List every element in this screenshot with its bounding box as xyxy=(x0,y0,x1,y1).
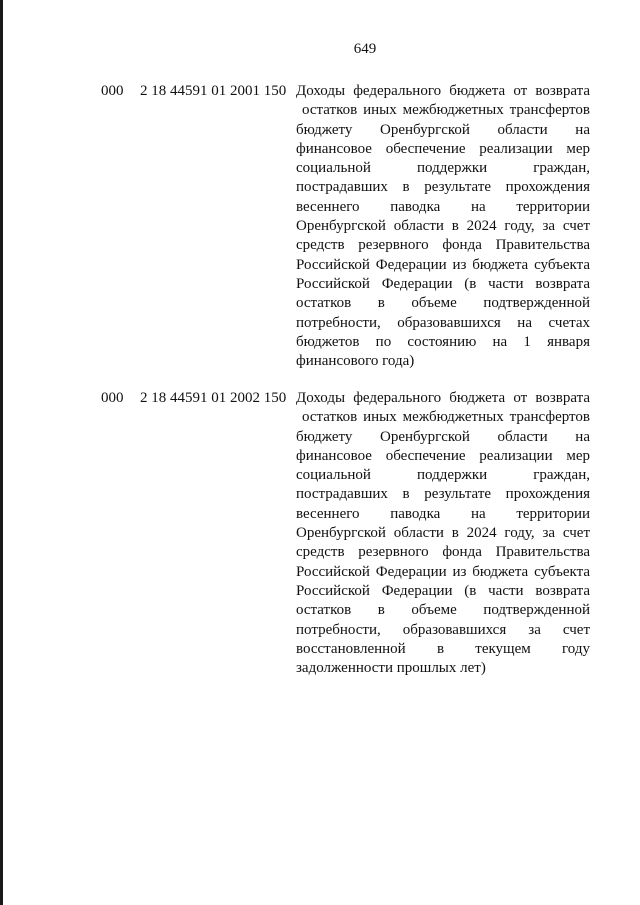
description-line: восстановленной в текущем году xyxy=(296,640,590,657)
description-line: Доходы федерального бюджета от возврата xyxy=(296,83,590,99)
income-code-cell: 2 18 44591 01 2002 150 xyxy=(140,390,287,406)
description-line: остатков в объеме подтвержденной xyxy=(296,602,590,619)
description-line: Российской Федерации из бюджета субъекта xyxy=(296,563,590,580)
scan-left-border xyxy=(0,0,3,905)
description-line: потребности, образовавшихся за счет xyxy=(296,621,590,638)
description-line: социальной поддержки граждан, xyxy=(296,160,590,177)
admin-code-cell: 000 xyxy=(101,83,124,99)
description-line: финансовое обеспечение реализации мер xyxy=(296,447,590,464)
description-line: остатков иных межбюджетных трансфертов xyxy=(302,102,590,119)
description-line: бюджету Оренбургской области на xyxy=(296,428,590,445)
description-line: финансовое обеспечение реализации мер xyxy=(296,140,590,157)
description-line: бюджетов по состоянию на 1 января xyxy=(296,333,590,350)
description-line: Доходы федерального бюджета от возврата xyxy=(296,390,590,406)
description-line: финансового года) xyxy=(296,353,415,370)
income-description-cell xyxy=(296,389,590,678)
description-line: средств резервного фонда Правительства xyxy=(296,237,590,254)
description-line: Оренбургской области в 2024 году, за счет xyxy=(296,218,590,235)
description-line: Российской Федерации (в части возврата xyxy=(296,582,590,599)
description-line: средств резервного фонда Правительства xyxy=(296,544,590,561)
admin-code-cell: 000 xyxy=(101,390,124,406)
description-line: социальной поддержки граждан, xyxy=(296,467,590,484)
description-line: остатков в объеме подтвержденной xyxy=(296,295,590,312)
description-line: Российской Федерации из бюджета субъекта xyxy=(296,256,590,273)
description-line: весеннего паводка на территории xyxy=(296,198,590,215)
description-line: Российской Федерации (в части возврата xyxy=(296,275,590,292)
page-number: 649 xyxy=(353,41,377,57)
description-line: пострадавших в результате прохождения xyxy=(296,486,590,503)
description-line: остатков иных межбюджетных трансфертов xyxy=(302,409,590,426)
description-line: пострадавших в результате прохождения xyxy=(296,179,590,196)
description-line: задолженности прошлых лет) xyxy=(296,660,486,677)
description-line: бюджету Оренбургской области на xyxy=(296,121,590,138)
description-line: весеннего паводка на территории xyxy=(296,505,590,522)
description-line: Оренбургской области в 2024 году, за счет xyxy=(296,525,590,542)
income-code-cell: 2 18 44591 01 2001 150 xyxy=(140,83,287,99)
income-description-cell xyxy=(296,82,590,371)
description-line: потребности, образовавшихся на счетах xyxy=(296,314,590,331)
